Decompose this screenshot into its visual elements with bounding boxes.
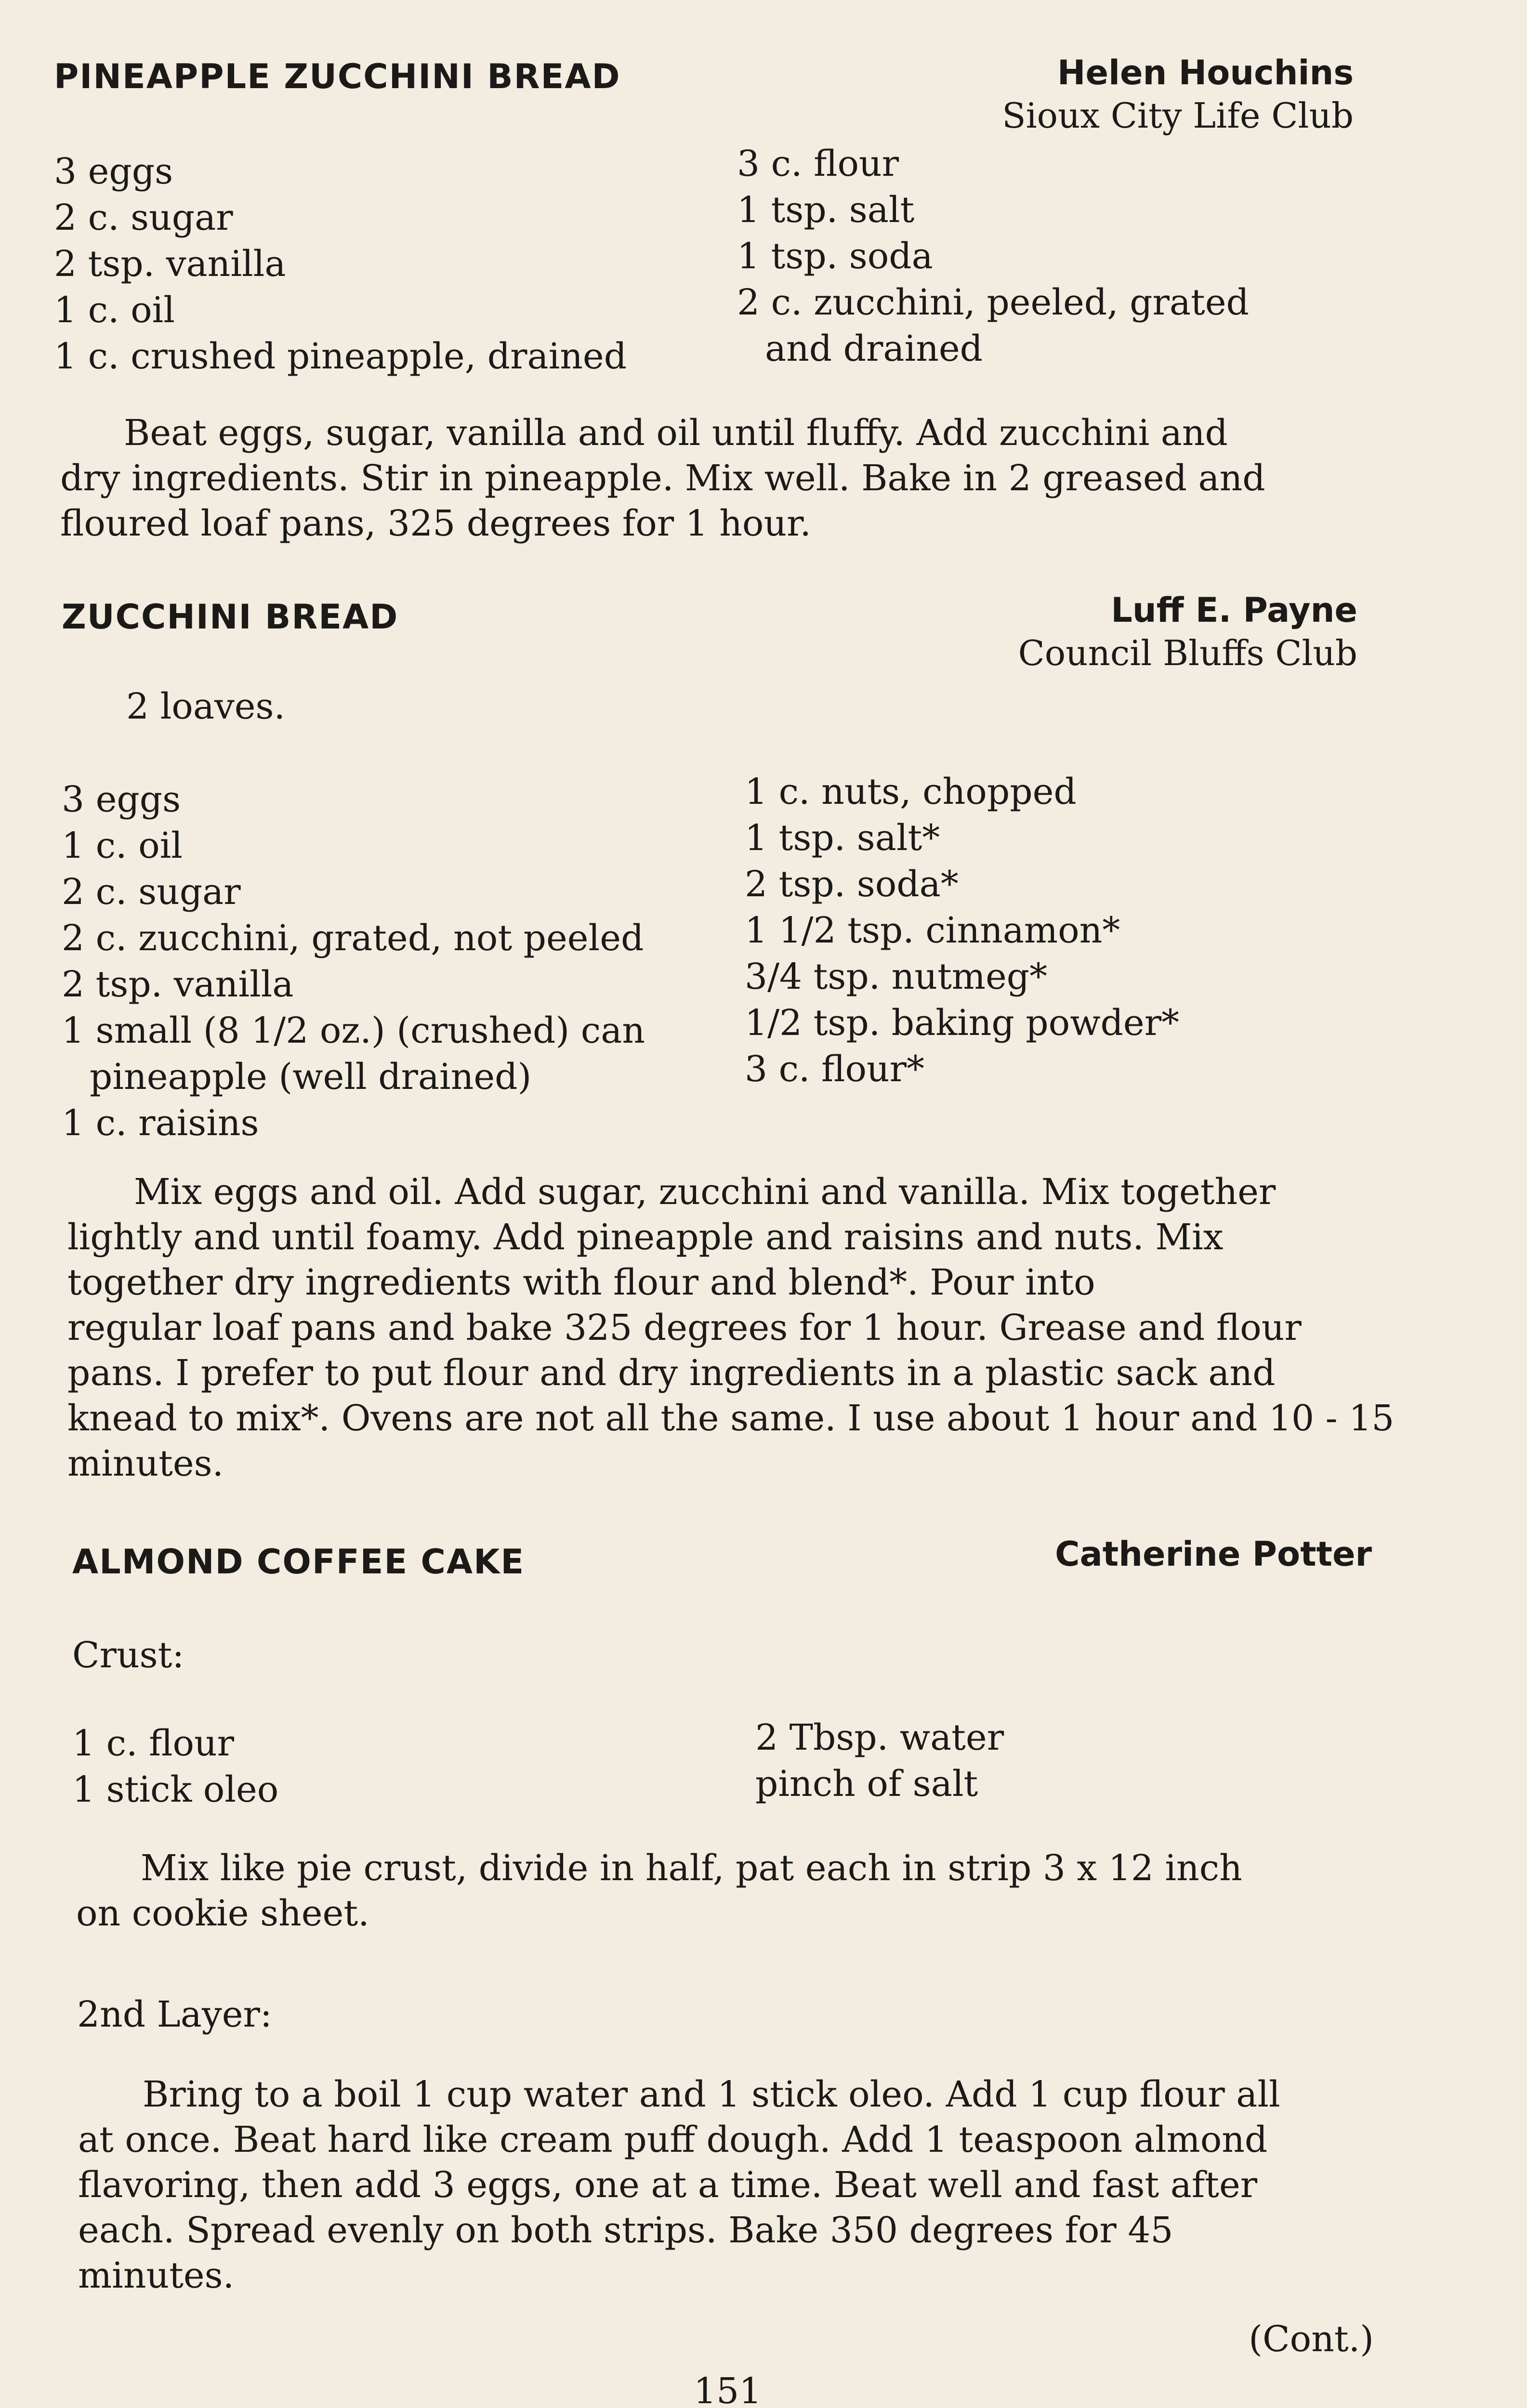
direction-line: each. Spread evenly on both strips. Bake 350 degrees for 45: [78, 2210, 1173, 2251]
ingredient: 1 c. oil: [62, 825, 183, 866]
ingredients-left: [54, 148, 627, 380]
directions: [60, 410, 1265, 546]
direction-line: Beat eggs, sugar, vanilla and oil until fluffy. Add zucchini and: [124, 412, 1228, 454]
ingredient: 2 c. zucchini, peeled, grated: [737, 282, 1249, 323]
direction-line: Mix eggs and oil. Add sugar, zucchini and vanilla. Mix together: [134, 1171, 1276, 1213]
ingredient: 1/2 tsp. baking powder*: [745, 1002, 1180, 1044]
crust-label: Crust:: [72, 1635, 184, 1676]
ingredient: 2 tsp. soda*: [745, 864, 959, 905]
recipe-yield: 2 loaves.: [126, 686, 286, 727]
direction-line: Bring to a boil 1 cup water and 1 stick oleo. Add 1 cup flour all: [143, 2074, 1280, 2115]
direction-line: dry ingredients. Stir in pineapple. Mix well. Bake in 2 greased and: [60, 458, 1265, 499]
continued-note: (Cont.): [1249, 2318, 1374, 2360]
recipe-title: ZUCCHINI BREAD: [62, 597, 399, 637]
ingredient: 3 c. flour: [737, 143, 899, 184]
ingredient: 3 eggs: [62, 779, 181, 820]
direction-line: together dry ingredients with flour and blend*. Pour into: [67, 1262, 1095, 1303]
direction-line: at once. Beat hard like cream puff dough. Add 1 teaspoon almond: [78, 2119, 1268, 2160]
ingredient: 3 c. flour*: [745, 1048, 925, 1090]
ingredient: 1 stick oleo: [72, 1769, 279, 1810]
ingredients-left: [62, 776, 645, 1146]
ingredient: 1 c. nuts, chopped: [745, 771, 1077, 812]
recipe-title: PINEAPPLE ZUCCHINI BREAD: [54, 57, 621, 96]
ingredient: 1 tsp. salt: [737, 189, 915, 231]
ingredient: 1 c. crushed pineapple, drained: [54, 336, 627, 377]
direction-line: minutes.: [67, 1443, 224, 1484]
direction-line: flavoring, then add 3 eggs, one at a time. Beat well and fast after: [78, 2164, 1258, 2206]
direction-line: minutes.: [78, 2255, 235, 2296]
direction-line: regular loaf pans and bake 325 degrees for 1 hour. Grease and flour: [67, 1307, 1302, 1348]
ingredient: 1 small (8 1/2 oz.) (crushed) can: [62, 1010, 645, 1051]
ingredients-right: [745, 769, 1179, 1092]
direction-line: lightly and until foamy. Add pineapple and raisins and nuts. Mix: [67, 1217, 1224, 1258]
ingredient: 1 c. oil: [54, 289, 175, 331]
direction-line: on cookie sheet.: [76, 1893, 369, 1934]
direction-line: floured loaf pans, 325 degrees for 1 hour.: [60, 503, 811, 544]
ingredient: 2 c. zucchini, grated, not peeled: [62, 917, 644, 959]
crust-ingredients-left: [72, 1720, 278, 1813]
ingredient: 3 eggs: [54, 151, 173, 192]
ingredient: 2 c. sugar: [54, 197, 233, 238]
ingredient: 3/4 tsp. nutmeg*: [745, 956, 1048, 997]
ingredient: 2 tsp. vanilla: [62, 964, 294, 1005]
direction-line: Mix like pie crust, divide in half, pat each in strip 3 x 12 inch: [141, 1847, 1242, 1889]
crust-directions: [76, 1845, 1242, 1936]
layer2-label: 2nd Layer:: [77, 1994, 272, 2035]
layer2-directions: [78, 2072, 1280, 2298]
ingredient: 2 c. sugar: [62, 871, 241, 913]
ingredient: 2 tsp. vanilla: [54, 243, 286, 285]
recipe-title: ALMOND COFFEE CAKE: [72, 1542, 525, 1582]
ingredient: 1 tsp. salt*: [745, 817, 940, 859]
recipe-club: Sioux City Life Club: [1002, 95, 1354, 136]
crust-ingredients-right: [755, 1714, 1004, 1807]
recipe-author: Catherine Potter: [1055, 1534, 1372, 1574]
ingredient: and drained: [765, 328, 983, 369]
ingredient: pineapple (well drained): [90, 1056, 532, 1098]
direction-line: knead to mix*. Ovens are not all the same. I use about 1 hour and 10 - 15: [67, 1398, 1395, 1439]
directions: [67, 1169, 1394, 1486]
page-number: 151: [694, 2370, 762, 2408]
direction-line: pans. I prefer to put flour and dry ingredients in a plastic sack and: [67, 1352, 1276, 1394]
ingredient: 1 c. raisins: [62, 1102, 259, 1144]
ingredients-right: [737, 141, 1249, 372]
ingredient: 1 c. flour: [72, 1723, 235, 1764]
ingredient: 2 Tbsp. water: [755, 1717, 1004, 1758]
ingredient: 1 1/2 tsp. cinnamon*: [745, 910, 1120, 951]
ingredient: pinch of salt: [755, 1763, 978, 1805]
recipe-author: Helen Houchins: [1057, 53, 1354, 92]
recipe-club: Council Bluffs Club: [1018, 633, 1357, 673]
ingredient: 1 tsp. soda: [737, 236, 933, 277]
recipe-author: Luff E. Payne: [1111, 590, 1357, 630]
